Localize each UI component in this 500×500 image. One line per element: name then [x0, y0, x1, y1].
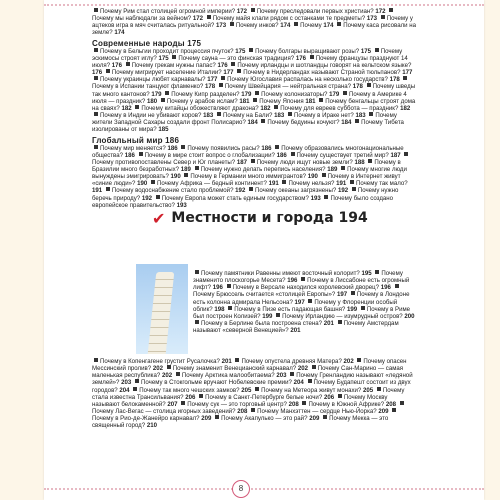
question-text: Почему в Рио-де-Жанейро карнавал? — [92, 415, 200, 423]
page-ref: 182 — [121, 104, 132, 112]
bullet-square-icon — [251, 8, 255, 12]
question-text: Почему в мире стоит вопрос о глобализации? — [144, 151, 275, 159]
question-text: Почему у арабов ислам? — [166, 97, 238, 105]
page-ref: 172 — [192, 15, 204, 23]
bullet-square-icon — [308, 379, 312, 383]
page-ref: 203 — [276, 372, 287, 380]
bullet-square-icon — [181, 401, 185, 405]
question-text: Почему Арктика малообитаема? — [181, 372, 275, 380]
page-ref: 184 — [341, 119, 352, 127]
page-ref: 190 — [137, 180, 148, 188]
question-text: Почему колонизаторы? — [261, 90, 328, 98]
question-text: Почему в Интернет живут «синие люди»? — [92, 173, 401, 188]
section-heading: Глобальный мир 186 — [92, 135, 180, 145]
question-text: Почему в Германии много иммигрантов? — [190, 173, 307, 181]
question-text: Почему преследовали первых христиан? — [256, 8, 374, 15]
bullet-square-icon — [251, 159, 255, 163]
page-ref: 209 — [378, 408, 389, 416]
question-text: Почему в Испании танцуют фламенко? — [92, 83, 204, 91]
question-text: Почему болгары выращивают розы? — [255, 47, 360, 55]
bullet-square-icon — [367, 83, 371, 87]
question-text: Почему бенгальцы строят дома на сваях? — [92, 97, 416, 112]
page-ref: 191 — [336, 180, 347, 188]
bullet-square-icon — [338, 394, 342, 398]
bullet-square-icon — [275, 145, 279, 149]
bullet-square-icon — [288, 112, 292, 116]
pisa-tower-image — [136, 264, 188, 354]
bullet-square-icon — [251, 408, 255, 412]
page-number: 8 — [232, 480, 250, 498]
question-text: Почему противопоставлены Север и Юг планеты? — [92, 158, 236, 166]
question-text: Почему в Ираке нет? — [293, 112, 354, 120]
question-text: Почему в Нидерландах называют Страной тюльпанов? — [243, 69, 401, 77]
page-ref: 193 — [310, 194, 321, 202]
section-items — [92, 8, 416, 37]
bullet-square-icon — [235, 358, 239, 362]
page-ref: 192 — [235, 187, 246, 195]
section-items — [92, 48, 416, 134]
page-ref: 176 — [111, 61, 122, 69]
bullet-square-icon — [282, 180, 286, 184]
question-text: Почему сук — это торговый центр? — [187, 400, 287, 408]
question-text: Почему водоснабжение стало проблемой? — [111, 187, 234, 195]
page-ref: 186 — [167, 144, 178, 152]
question-text: Почему ирландцы и шотландцы говорят на кельтском языке? — [237, 61, 412, 69]
page-ref: 174 — [323, 22, 334, 30]
bullet-square-icon — [377, 387, 381, 391]
question-text: Почему образовались многонациональные общества? — [92, 144, 404, 159]
bullet-square-icon — [276, 313, 280, 317]
question-text: Почему существует третий мир? — [296, 151, 389, 159]
question-text: Почему Брюссель считается «столицей Европы»? — [193, 291, 336, 299]
bullet-square-icon — [217, 112, 221, 116]
bullet-square-icon — [301, 277, 305, 281]
bullet-square-icon — [227, 284, 231, 288]
bullet-square-icon — [403, 76, 407, 80]
question-text: Почему шведы так много кантонов? — [92, 83, 416, 98]
leaning-tower-icon — [148, 272, 175, 354]
bullet-square-icon — [184, 173, 188, 177]
bullet-square-icon — [195, 166, 199, 170]
page-ref: 204 — [293, 379, 304, 387]
bullet-square-icon — [319, 98, 323, 102]
bullet-square-icon — [357, 358, 361, 362]
bullet-square-icon — [368, 159, 372, 163]
page-ref: 209 — [309, 415, 320, 423]
bullet-square-icon — [341, 166, 345, 170]
bullet-square-icon — [294, 22, 298, 26]
bullet-square-icon — [343, 91, 347, 95]
page-ref: 175 — [158, 54, 169, 62]
question-text: Почему мир меняется? — [100, 144, 166, 152]
page-ref: 177 — [402, 69, 413, 77]
question-text: Почему Ирландию — изумрудный остров? — [282, 312, 403, 320]
question-text: Почему появились расы? — [187, 144, 260, 152]
bullet-square-icon — [172, 55, 176, 59]
page-ref: 178 — [352, 83, 363, 91]
page-ref: 182 — [260, 104, 271, 112]
page-ref: 199 — [262, 312, 273, 320]
question-text: Почему в Бельгии проходит процессия пчуток? — [100, 47, 234, 55]
page-ref: 186 — [261, 144, 272, 152]
page-ref: 201 — [290, 327, 301, 335]
question-text: Почему Рим стал столицей огромной империи? — [100, 8, 236, 15]
bullet-square-icon — [228, 306, 232, 310]
question-text: Почему жители Западной Сахары создали фронт Полисарио? — [92, 112, 397, 127]
question-text: Почему Африка — бедный континент? — [157, 180, 267, 188]
page-ref: 196 — [287, 277, 298, 285]
page-ref: 179 — [151, 90, 162, 98]
bullet-square-icon — [165, 91, 169, 95]
bullet-square-icon — [161, 98, 165, 102]
question-text: Почему инков? — [235, 22, 279, 30]
bullet-square-icon — [156, 195, 160, 199]
page-ref: 172 — [375, 8, 386, 15]
question-text: Почему нельзя? — [288, 180, 335, 188]
question-text: Почему в Лондоне есть колонна адмирала Нельсона? — [193, 291, 410, 306]
question-text: Почему Швейцария — нейтральная страна? — [224, 83, 352, 91]
bullet-square-icon — [323, 415, 327, 419]
bullet-square-icon — [167, 365, 171, 369]
side-text-block — [193, 270, 416, 334]
page-ref: 197 — [294, 298, 305, 306]
question-text: Почему на Метеора живут монахи? — [261, 386, 362, 394]
question-text: Почему нужно делать перепись населения? — [200, 165, 326, 173]
bullet-square-icon — [249, 187, 253, 191]
section-heading: Современные народы 175 — [92, 38, 202, 48]
question-text: Почему в Пизе есть падающая башня? — [234, 305, 346, 313]
page-ref: 191 — [92, 187, 103, 195]
page-ref: 181 — [239, 97, 250, 105]
bullet-square-icon — [350, 180, 354, 184]
page-ref: 174 — [280, 22, 291, 30]
bullet-square-icon — [355, 119, 359, 123]
question-text: Почему Амстердам называют «северной Венецией»? — [193, 320, 399, 335]
question-text: Почему в Индии не убивают коров? — [100, 112, 202, 120]
bullet-square-icon — [133, 387, 137, 391]
page-ref: 192 — [338, 187, 349, 195]
bullet-square-icon — [230, 22, 234, 26]
page-ref: 200 — [404, 312, 415, 320]
question-text: Почему Акапулько — это рай? — [221, 415, 308, 423]
question-text: Почему французы празднуют 14 июля? — [92, 54, 408, 69]
page-ref: 202 — [297, 365, 309, 373]
question-text: Почему — [300, 22, 322, 30]
page-ref: 173 — [366, 15, 377, 23]
bullet-square-icon — [404, 152, 408, 156]
page-ref: 187 — [390, 151, 401, 159]
big-section-title: Местности и города 194 — [171, 209, 368, 226]
page-ref: 178 — [389, 76, 400, 84]
question-text: Почему в Америке 4 июля — праздник? — [92, 90, 407, 105]
bullet-square-icon — [312, 365, 316, 369]
question-text: Почему в Риме был построен Колизей? — [193, 305, 411, 320]
bullet-square-icon — [94, 76, 98, 80]
bullet-square-icon — [375, 48, 379, 52]
question-text: Почему на Бали? — [222, 112, 273, 120]
page-ref: 208 — [288, 400, 299, 408]
page-ref: 206 — [185, 393, 196, 401]
page-ref: 176 — [92, 69, 103, 77]
question-text: Почему майя клали рядом с останками те предметы? — [212, 15, 366, 23]
bullet-square-icon — [94, 112, 98, 116]
question-text: Почему Гренландию называют «ледяной землей»? — [92, 372, 413, 387]
page-ref: 196 — [212, 284, 223, 292]
bullet-square-icon — [274, 105, 278, 109]
page-ref: 202 — [161, 372, 173, 380]
bullet-square-icon — [337, 22, 341, 26]
question-text: Почему Мекка — это священный город? — [92, 415, 389, 430]
question-text: Почему многие люди вынуждены эмигрировать? — [92, 165, 407, 181]
bullet-square-icon — [255, 91, 259, 95]
page-ref: 178 — [205, 83, 216, 91]
question-text: Почему для евреев суббота — праздник? — [280, 104, 399, 112]
checkmark-icon: ✔ — [152, 208, 166, 228]
page-ref: 185 — [158, 126, 169, 134]
question-text: Почему мигрирует население Италии? — [111, 69, 222, 77]
question-text: Почему у Флоренции особый облик? — [193, 298, 398, 313]
page-ref: 177 — [223, 69, 234, 77]
question-text: Почему Москву называют белокаменной? — [92, 393, 388, 408]
dotted-border-bottom — [44, 488, 484, 490]
page-ref: 183 — [203, 112, 214, 120]
page-ref: 201 — [221, 358, 232, 365]
table-of-contents — [92, 8, 416, 228]
question-text: Почему Будапешт состоит из двух городов? — [92, 379, 411, 394]
page-ref: 187 — [236, 158, 248, 166]
page-ref: 192 — [141, 194, 153, 202]
bullet-square-icon — [151, 180, 155, 184]
question-text: Почему Кипр разделен? — [171, 90, 240, 98]
question-text: Почему Лас-Вегас — столица игорных заведений? — [92, 408, 236, 416]
page-ref: 174 — [114, 29, 125, 37]
bullet-square-icon — [139, 152, 143, 156]
question-text: Почему так мало? — [356, 180, 408, 188]
bullet-square-icon — [94, 48, 98, 52]
page-ref: 195 — [361, 270, 372, 277]
bullet-square-icon — [94, 358, 98, 362]
question-text: Почему каса рисовали на земле? — [92, 22, 417, 37]
bullet-square-icon — [221, 76, 225, 80]
bullet-square-icon — [237, 69, 241, 73]
bullet-square-icon — [176, 372, 180, 376]
big-section-heading — [152, 208, 416, 228]
page-ref: 210 — [146, 422, 157, 430]
question-text: Почему Югославия распалась на несколько государств? — [227, 76, 388, 84]
question-text: Почему у ацтеков игра в мяч считалась ритуальной? — [92, 15, 413, 30]
page-ref: 205 — [363, 386, 374, 394]
question-text: Почему Европа может стать единым государством? — [161, 194, 309, 202]
page-ref: 207 — [167, 400, 178, 408]
bullet-square-icon — [395, 284, 399, 288]
page-ref: 180 — [146, 97, 158, 105]
bullet-square-icon — [324, 195, 328, 199]
question-text: Почему знаменит Венецианский карнавал? — [172, 365, 297, 373]
page-ref: 193 — [176, 201, 187, 209]
question-text: Почему мы наблюдали за вейном? — [92, 15, 192, 23]
bullet-square-icon — [302, 401, 306, 405]
question-text: Почему опустела древняя Матера? — [241, 358, 342, 365]
dotted-border-top — [44, 4, 484, 6]
page-ref: 190 — [170, 173, 181, 181]
bullet-square-icon — [310, 55, 314, 59]
question-text: Почему океаны загрязнены? — [255, 187, 337, 195]
question-text: Почему Тибета изолированы от мира? — [92, 119, 404, 134]
bullet-square-icon — [199, 394, 203, 398]
bullet-square-icon — [308, 299, 312, 303]
page-ref: 189 — [327, 165, 338, 173]
question-text: Почему в Копенгагене грустит Русалочка? — [100, 358, 220, 365]
question-text: Почему опасен Мессинский пролив? — [92, 358, 407, 373]
page-ref: 191 — [268, 180, 279, 188]
bullet-square-icon — [106, 69, 110, 73]
bullet-square-icon — [94, 145, 98, 149]
page-ref: 186 — [276, 151, 287, 159]
bullet-square-icon — [261, 119, 265, 123]
bullet-square-icon — [231, 62, 235, 66]
section-items — [92, 145, 416, 209]
question-text: Почему так много чешских замков? — [139, 386, 240, 394]
page-ref: 209 — [201, 415, 212, 423]
bullet-square-icon — [255, 387, 259, 391]
question-text: Почему в Стокгольме вручают Нобелевские премии? — [141, 379, 292, 387]
question-text: Почему знаменито плоскогорье Месета? — [193, 270, 403, 285]
question-text: Почему памятники Равенны имеют восточный колорит? — [201, 270, 360, 277]
page-ref: 190 — [307, 173, 318, 181]
bullet-square-icon — [392, 408, 396, 412]
page-ref: 183 — [274, 112, 285, 120]
question-text: Почему Сан-Марино — самая маленькая республика? — [92, 365, 404, 380]
page-ref: 183 — [355, 112, 366, 120]
page-ref: 202 — [152, 365, 164, 373]
page-ref: 208 — [385, 400, 396, 408]
bullet-square-icon — [381, 15, 385, 19]
lower-text-block — [92, 358, 416, 430]
bullet-square-icon — [338, 320, 342, 324]
bullet-square-icon — [389, 8, 393, 12]
page-ref: 208 — [237, 408, 248, 416]
bullet-square-icon — [94, 8, 98, 12]
page-ref: 173 — [215, 22, 227, 30]
page-ref: 189 — [180, 165, 191, 173]
bullet-square-icon — [369, 112, 373, 116]
page-ref: 176 — [295, 54, 307, 62]
page-ref: 203 — [121, 379, 132, 387]
bullet-square-icon — [106, 187, 110, 191]
bullet-square-icon — [181, 145, 185, 149]
question-text: Почему в Южной Африке? — [308, 400, 385, 408]
page-ref: 172 — [236, 8, 248, 15]
bullet-square-icon — [195, 320, 199, 324]
question-text: Почему украинцы любят карнавалы? — [100, 76, 206, 84]
question-text: Почему в Берлине была построена стена? — [201, 320, 323, 328]
page-ref: 197 — [337, 291, 348, 299]
bullet-square-icon — [195, 270, 199, 274]
question-text: Почему китайцы обожествляют дракона? — [141, 104, 259, 112]
question-text: Почему Япония — [259, 97, 304, 105]
bullet-square-icon — [361, 306, 365, 310]
page-ref: 181 — [305, 97, 316, 105]
bullet-square-icon — [135, 105, 139, 109]
page-ref: 206 — [323, 393, 335, 401]
question-text: Почему эскимосы строят иглу? — [92, 47, 403, 62]
bullet-square-icon — [126, 62, 130, 66]
question-text: Почему люди ищут новые земли? — [256, 158, 353, 166]
question-text: Почему в Лиссабоне есть огромный лифт? — [193, 277, 410, 292]
bullet-square-icon — [219, 83, 223, 87]
bullet-square-icon — [400, 401, 404, 405]
question-text: Почему было создано европейское правительство? — [92, 194, 394, 209]
bullet-square-icon — [249, 48, 253, 52]
question-text: Почему Манхэттен — сердце Нью-Йорка? — [257, 408, 377, 416]
page-ref: 176 — [217, 61, 228, 69]
question-text: Почему бедуины кочуют? — [267, 119, 340, 127]
page-ref: 204 — [119, 386, 130, 394]
page-ref: 179 — [241, 90, 252, 98]
bullet-square-icon — [322, 173, 326, 177]
question-text: Почему сауна — это финская традиция? — [178, 54, 295, 62]
bullet-square-icon — [135, 379, 139, 383]
page-ref: 175 — [235, 47, 246, 55]
page-ref: 179 — [329, 90, 340, 98]
question-text: Почему в Версале находился королевский дворец? — [232, 284, 380, 292]
bullet-square-icon — [215, 415, 219, 419]
page-ref: 177 — [207, 76, 218, 84]
page-ref: 186 — [124, 151, 135, 159]
question-text: Почему грекам нужны папаc? — [131, 61, 216, 69]
bullet-square-icon — [290, 372, 294, 376]
question-text: Почему в Бразилии много безработных? — [92, 158, 401, 173]
bullet-square-icon — [375, 270, 379, 274]
bullet-square-icon — [253, 98, 257, 102]
question-text: Почему стала известна Трансильвания? — [92, 386, 405, 401]
page-ref: 175 — [360, 47, 371, 55]
page-ref: 198 — [214, 305, 225, 313]
question-text: Почему нужно беречь природу? — [92, 187, 399, 202]
page-ref: 188 — [354, 158, 365, 166]
page-ref: 205 — [241, 386, 252, 394]
page-ref: 182 — [400, 104, 411, 112]
page-ref: 202 — [343, 358, 354, 365]
bullet-square-icon — [291, 152, 295, 156]
bullet-square-icon — [351, 291, 355, 295]
page-ref: 196 — [380, 284, 391, 292]
bullet-square-icon — [352, 187, 356, 191]
question-text: Почему в Санкт-Петербурге белые ночи? — [205, 393, 323, 401]
bullet-square-icon — [207, 15, 211, 19]
page-ref: 199 — [347, 305, 358, 313]
page-ref: 184 — [247, 119, 258, 127]
page-ref: 201 — [323, 320, 334, 328]
